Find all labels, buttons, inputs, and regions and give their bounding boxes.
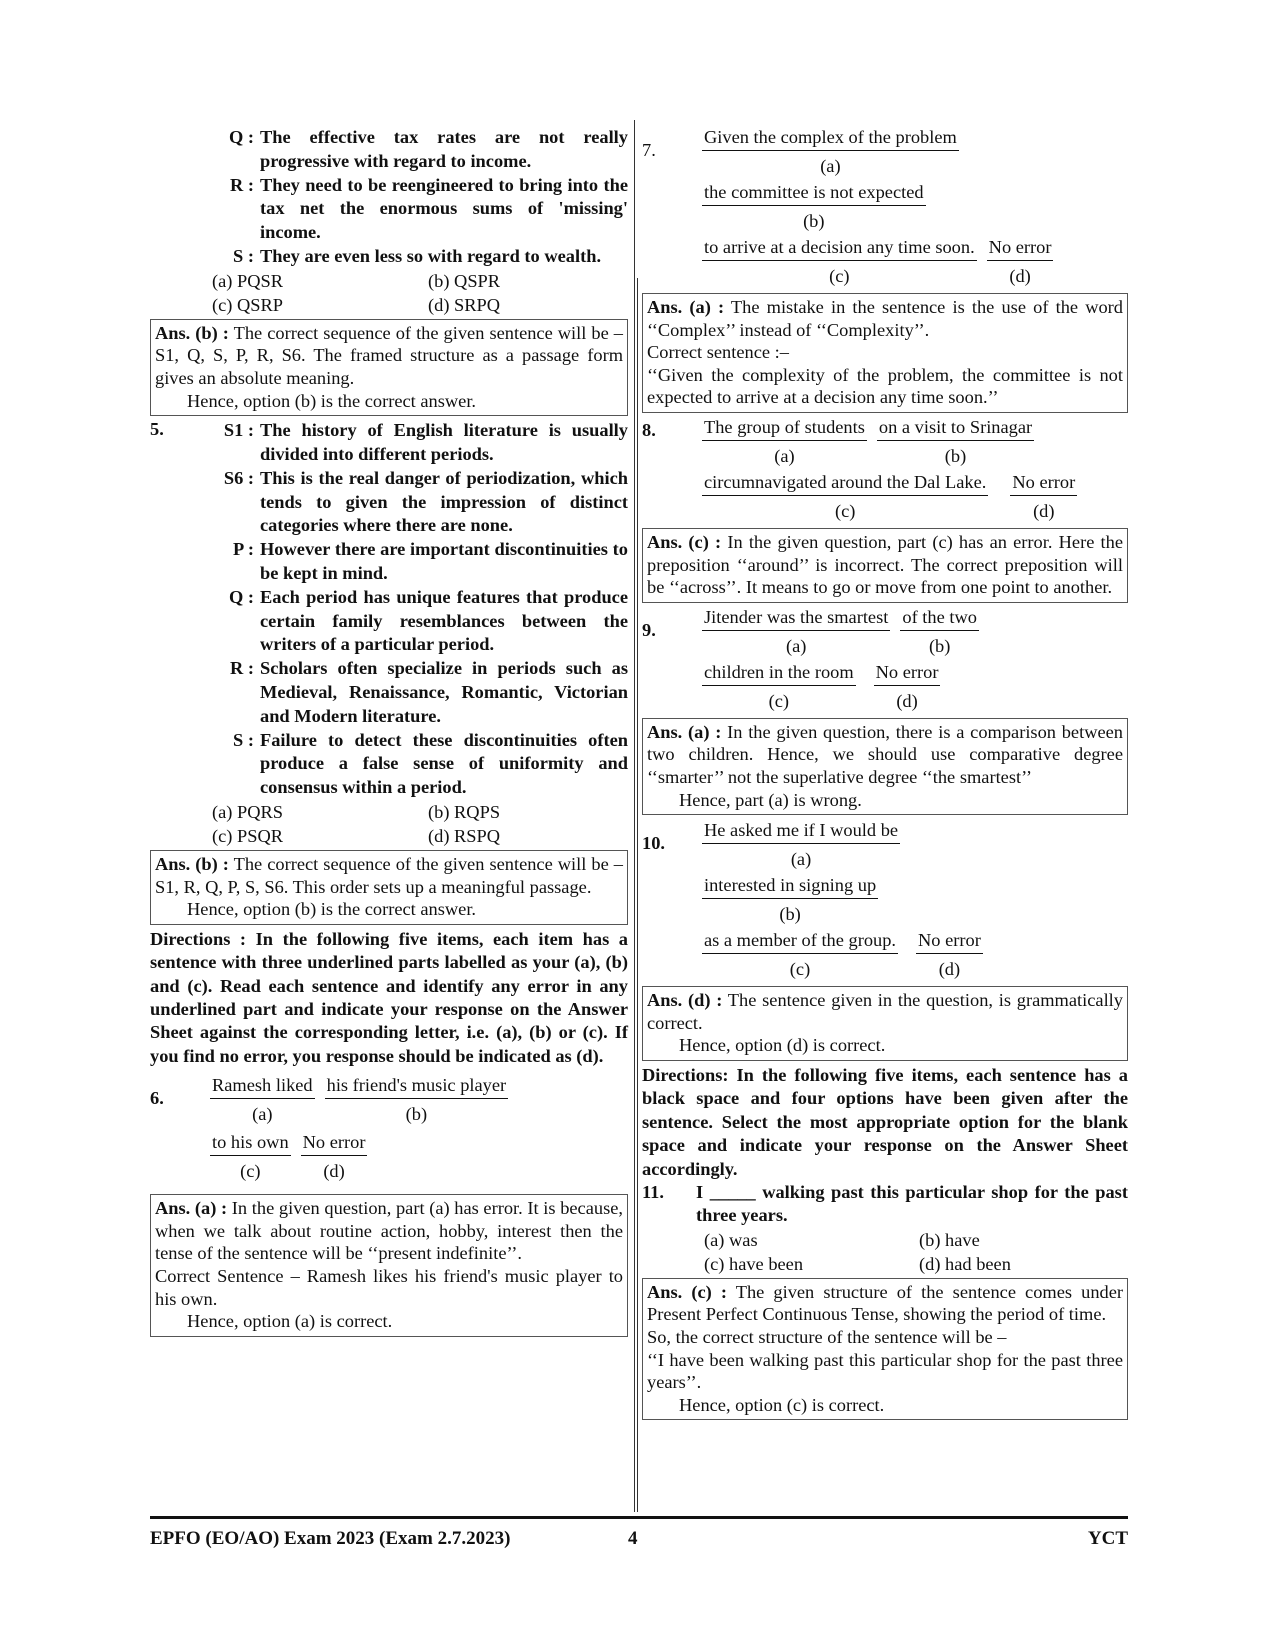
- q4-options: [150, 269, 628, 317]
- q5-item-r: R : Scholars often specialize in periods such as Medieval, Renaissance, Romantic, Victorian and Modern literature.: [229, 658, 628, 726]
- q5-option-d: (d) RSPQ: [428, 825, 501, 846]
- q5-option-b: (b) RQPS: [428, 801, 501, 822]
- left-column: [150, 126, 628, 1340]
- q5-option-c: (c) PSQR: [212, 825, 284, 846]
- q5-options: [150, 800, 628, 848]
- q11-text-pre: I: [696, 1181, 704, 1202]
- q11-option-c: (c) have been: [704, 1253, 804, 1274]
- q5-item-q: Q : Each period has unique features that produce certain family resemblances between the writers of a particular period.: [228, 586, 628, 655]
- underlined-part-a: The group of students (a): [704, 416, 865, 466]
- underlined-part-a: Ramesh liked (a): [212, 1075, 313, 1125]
- q4-item-q: Q : The effective tax rates are not really progressive with regard to income.: [228, 127, 628, 171]
- question-number: 10.: [642, 833, 665, 854]
- q11-option-b: (b) have: [919, 1229, 980, 1250]
- q8-row-2: [702, 471, 1128, 526]
- underlined-part-c: as a member of the group. (c): [704, 930, 897, 980]
- underlined-part-d: No error (d): [1012, 471, 1076, 521]
- question-7: [642, 126, 1128, 291]
- underlined-part-b: of the two (b): [902, 606, 977, 656]
- q10-row-1: [702, 819, 1128, 874]
- question-8: [642, 416, 1128, 526]
- right-column: [642, 126, 1128, 1423]
- q11-answer-box: Ans. (c) : The given structure of the sentence comes under Present Perfect Continuous Tense, showing the period of time. So, the correct structure of the sentence will be – ‘‘I have been walking past this particular shop for the past three years’’. Hence, option (c) is correct.: [642, 1278, 1128, 1421]
- footer-page-number: 4: [628, 1528, 638, 1549]
- underlined-part-a: He asked me if I would be (a): [704, 820, 899, 870]
- question-number: 7.: [642, 140, 656, 160]
- directions-fill-blank: Directions: In the following five items, each sentence has a black space and four options have been given after the sentence. Select the most appropriate option for the blank space and indicate your response on the Answer Sheet accordingly.: [642, 1064, 1128, 1179]
- q4-option-d: (d) SRPQ: [428, 294, 501, 315]
- q7-row-1: [702, 126, 1128, 181]
- q4-item-r: R : They need to be reengineered to bring into the tax net the enormous sums of 'missing' income.: [229, 174, 628, 243]
- underlined-part-b: on a visit to Srinagar (b): [878, 416, 1033, 466]
- underlined-part-c: circumnavigated around the Dal Lake. (c): [704, 471, 987, 521]
- underlined-part-b: his friend's music player (b): [326, 1075, 507, 1125]
- q9-answer-box: Ans. (a) : In the given question, there is a comparison between two children. Hence, we should use comparative degree ‘‘smarter’’ not the superlative degree ‘‘the smartest’’ Hence, part (a) is wrong.: [642, 718, 1128, 815]
- question-10: [642, 819, 1128, 984]
- q11-option-a: (a) was: [704, 1229, 758, 1250]
- q4-answer-box: Ans. (b) : The correct sequence of the given sentence will be – S1, Q, S, P, R, S6. The framed structure as a passage form gives an absolute meaning. Hence, option (b) is the correct answer.: [150, 319, 628, 416]
- q9-row-2: [702, 661, 1128, 716]
- q5-item-p: P : However there are important discontinuities to be kept in mind.: [233, 539, 628, 583]
- q11-blank: _____: [709, 1181, 756, 1202]
- q10-row-3: [702, 929, 1128, 984]
- q7-row-2: [702, 181, 1128, 236]
- question-number: 8.: [642, 419, 656, 440]
- question-11: [642, 1181, 1128, 1276]
- q5-answer-box: Ans. (b) : The correct sequence of the given sentence will be – S1, R, Q, P, S, S6. This order sets up a meaningful passage. Hence, option (b) is the correct answer.: [150, 850, 628, 925]
- question-number: 11.: [642, 1181, 664, 1202]
- q8-row-1: [702, 416, 1128, 471]
- q4-option-c: (c) QSRP: [212, 294, 284, 315]
- footer-brand: YCT: [1087, 1528, 1128, 1549]
- q5-item-s6: S6 : This is the real danger of periodization, which tends to given the impression of distinct categories where there are none.: [223, 467, 628, 536]
- q6-row-2: [210, 1131, 628, 1186]
- directions-error-spotting: Directions : In the following five items, each item has a sentence with three underlined parts labelled as your (a), (b) and (c). Read each sentence and identify any error in any underlined part and indicate your response on the Answer Sheet against the corresponding letter, i.e. (a), (b) or (c). If you find no error, you response should be indicated as (d).: [150, 928, 628, 1066]
- question-number: 6.: [150, 1088, 164, 1109]
- footer-rule: [150, 1516, 1128, 1519]
- q4-item-s: S : They are even less so with regard to wealth.: [233, 245, 602, 266]
- underlined-part-c: to arrive at a decision any time soon. (c): [704, 237, 975, 286]
- underlined-part-d: No error (d): [918, 930, 981, 980]
- underlined-part-d: No error (d): [875, 661, 939, 711]
- q6-row-1: [210, 1074, 628, 1129]
- question-number: 5.: [150, 419, 164, 440]
- underlined-part-d: No error (d): [302, 1132, 366, 1182]
- underlined-part-a: Jitender was the smartest (a): [704, 606, 889, 656]
- q11-text-post: walking past this particular shop for the past three years.: [696, 1181, 1128, 1226]
- q7-row-3: [702, 236, 1128, 291]
- column-divider-inner: [637, 278, 638, 1512]
- question-5: [150, 419, 628, 800]
- underlined-part-c: to his own (c): [212, 1132, 289, 1182]
- q4-option-a: (a) PQSR: [212, 270, 284, 291]
- q10-answer-box: Ans. (d) : The sentence given in the question, is grammatically correct. Hence, option (d) is correct.: [642, 986, 1128, 1061]
- q8-answer-box: Ans. (c) : In the given question, part (c) has an error. Here the preposition ‘‘around’’ is incorrect. The correct preposition will be ‘‘across’’. It means to go or move from one point to another.: [642, 528, 1128, 603]
- q11-options: [642, 1228, 1128, 1276]
- q11-option-d: (d) had been: [919, 1253, 1011, 1274]
- footer-exam-title: EPFO (EO/AO) Exam 2023 (Exam 2.7.2023): [150, 1528, 511, 1549]
- q4-option-b: (b) QSPR: [428, 270, 501, 291]
- underlined-part-c: children in the room (c): [704, 661, 854, 711]
- underlined-part-b: the committee is not expected (b): [704, 182, 924, 231]
- q5-item-s1: S1 : The history of English literature is usually divided into different periods.: [223, 420, 628, 464]
- q10-row-2: [702, 874, 1128, 929]
- q7-answer-box: Ans. (a) : The mistake in the sentence is the use of the word ‘‘Complex’’ instead of ‘‘Complexity’’. Correct sentence :– ‘‘Given the complexity of the problem, the committee is not expected to arrive at a decision any time soon.’’: [642, 293, 1128, 413]
- q9-row-1: [702, 606, 1128, 661]
- question-number: 9.: [642, 619, 656, 640]
- question-6: [150, 1074, 628, 1186]
- q5-item-s: S : Failure to detect these discontinuities often produce a false sense of uniformity and consensus within a period.: [233, 729, 628, 798]
- column-divider: [634, 120, 635, 1512]
- underlined-part-a: Given the complex of the problem (a): [704, 127, 957, 176]
- question-9: [642, 606, 1128, 716]
- underlined-part-d: No error (d): [988, 237, 1052, 286]
- q5-option-a: (a) PQRS: [212, 801, 284, 822]
- q6-answer-box: Ans. (a) : In the given question, part (a) has error. It is because, when we talk about routine action, hobby, interest then the tense of the sentence will be ‘‘present indefinite’’. Correct Sentence – Ramesh likes his friend's music player to his own. Hence, option (a) is correct.: [150, 1194, 628, 1337]
- underlined-part-b: interested in signing up (b): [704, 875, 877, 925]
